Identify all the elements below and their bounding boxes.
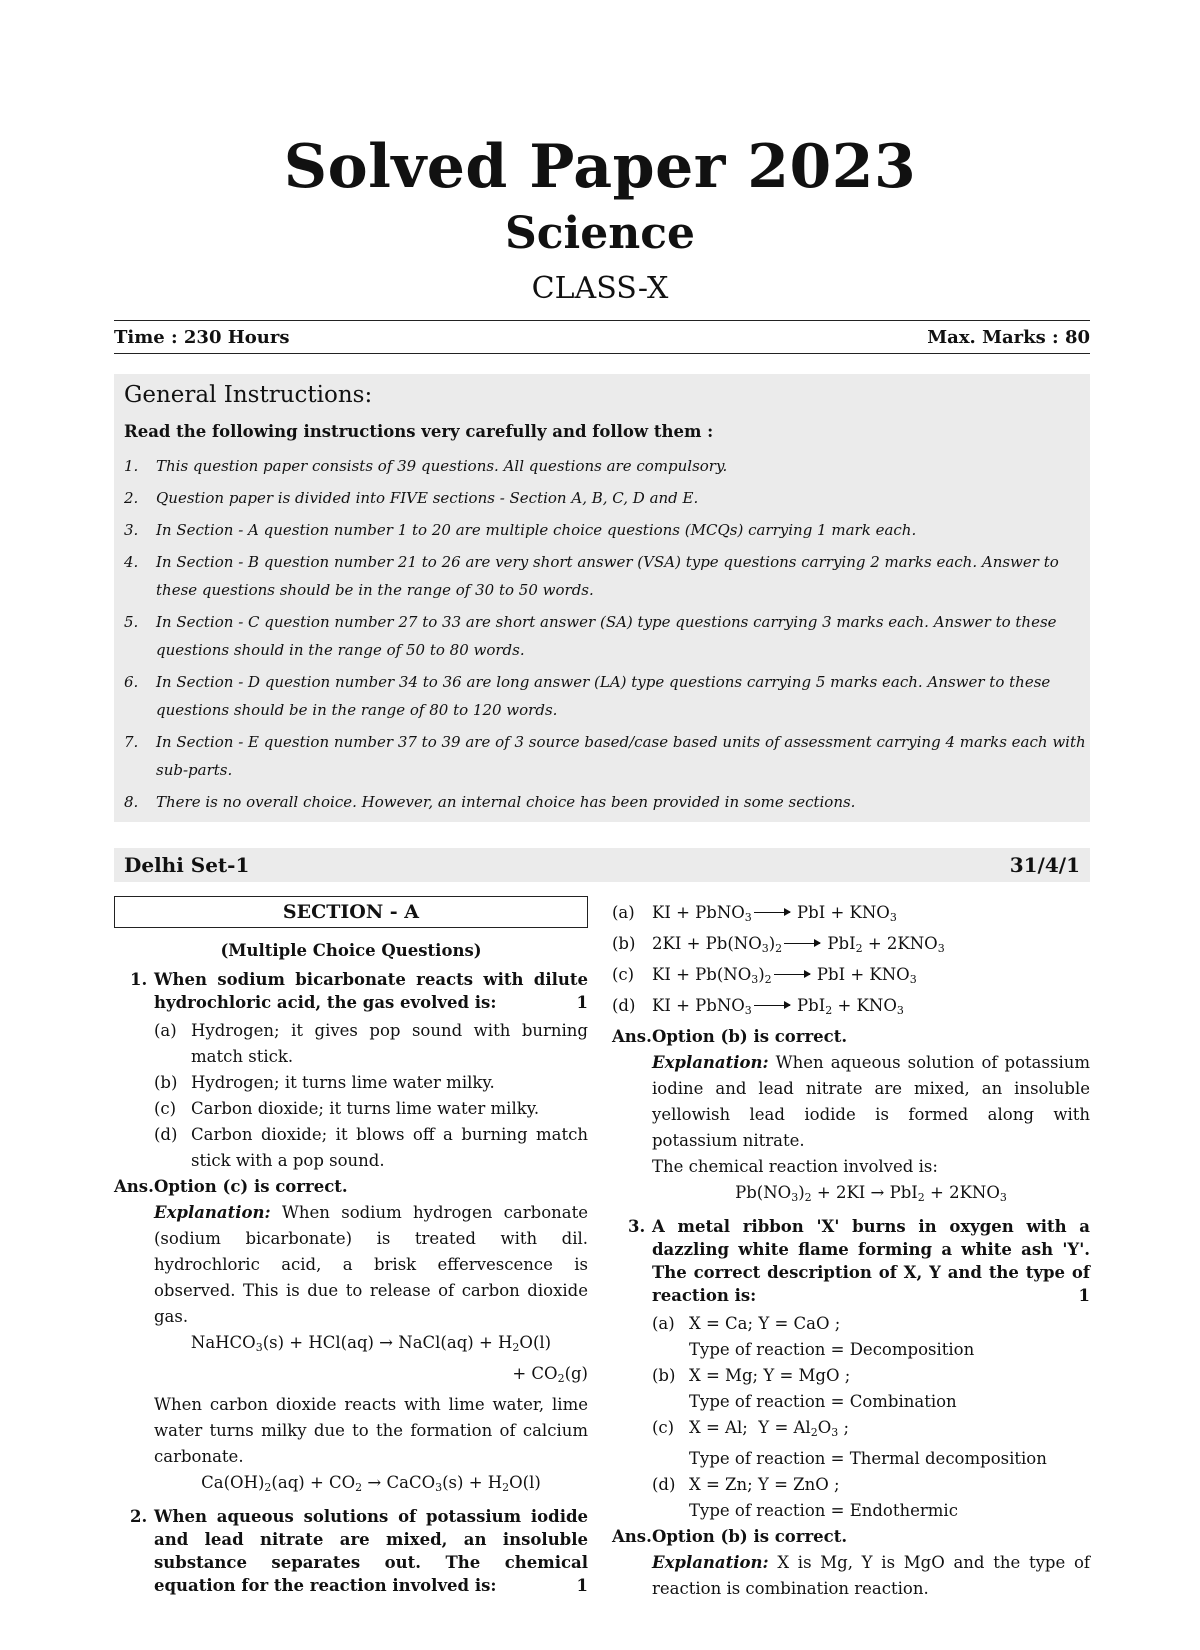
equation-1b: + $CO_2(g)$ <box>512 1364 588 1385</box>
instruction-text: In Section - E question number 37 to 39 are of 3 source based/case based units of assessment carrying 4 marks each with sub-parts. <box>156 733 1086 779</box>
q2-option-b: (b) $2KI + Pb(NO_3)_2$ $PbI_2 + 2KNO_3$ <box>612 931 1090 962</box>
explanation-1-para2: When carbon dioxide reacts with lime water, lime water turns milky due to the formation of calcium carbonate. <box>154 1395 588 1466</box>
answer-text: Option (c) is correct. <box>154 1177 348 1196</box>
answer-text: Option (b) is correct. <box>652 1527 848 1546</box>
instruction-number: 8. <box>124 793 139 811</box>
option-label: (c) <box>652 1418 675 1437</box>
class-title: CLASS-X <box>531 271 669 306</box>
q2-option-c: (c) KI + $Pb(NO_3)_2$ PbI + $KNO_3$ <box>612 962 1090 993</box>
instruction-number: 5. <box>124 613 139 631</box>
section-subtitle: (Multiple Choice Questions) <box>220 941 482 960</box>
explanation-2-para2: The chemical reaction involved is: <box>652 1157 938 1176</box>
question-marks: 1 <box>1078 1286 1090 1305</box>
bottom-rule <box>114 353 1090 354</box>
explanation-2 <box>612 1050 1090 1154</box>
q3-option-c-type: Type of reaction = Thermal decomposition <box>689 1449 1047 1468</box>
instructions-lead: Read the following instructions very carefully and follow them : <box>124 422 714 441</box>
explanation-3 <box>612 1550 1090 1602</box>
left-column <box>114 938 588 1601</box>
option-label: (a) <box>612 903 635 922</box>
explanation-label: Explanation: <box>652 1053 769 1072</box>
time-label: Time : 230 Hours <box>114 327 290 348</box>
question-2 <box>114 1505 588 1597</box>
question-1 <box>114 968 588 1014</box>
option-text: Carbon dioxide; it turns lime water milky. <box>191 1099 540 1118</box>
subject-title: Science <box>504 208 696 259</box>
instruction-text: In Section - D question number 34 to 36 are long answer (LA) type questions carrying 5 marks each. Answer to these questions should be in the range of 80 to 120 words. <box>156 673 1051 719</box>
instructions-heading: General Instructions: <box>124 382 373 408</box>
option-d <box>114 1122 588 1174</box>
section-a-heading: SECTION - A <box>114 896 588 928</box>
equation-1a: NaHCO$_3$(s) + HCl(aq) → NaCl(aq) + $H_2O(l)$ <box>190 1333 552 1354</box>
instruction-text: This question paper consists of 39 questions. All questions are compulsory. <box>156 457 728 475</box>
q3-option-a-type: Type of reaction = Decomposition <box>689 1340 975 1359</box>
option-label: (b) <box>612 934 636 953</box>
right-column <box>612 900 1090 1602</box>
option-text: Hydrogen; it gives pop sound with burning match stick. <box>191 1021 588 1066</box>
q2-option-d: (d) KI + PbNO$_3$ $PbI_2 + KNO_3$ <box>612 993 1090 1024</box>
option-label: (c) <box>154 1099 177 1118</box>
explanation-label: Explanation: <box>154 1203 271 1222</box>
instruction-item <box>124 728 1086 784</box>
option-label: (a) <box>154 1021 177 1040</box>
answer-label: Ans. <box>612 1527 652 1546</box>
instruction-text: There is no overall choice. However, an internal choice has been provided in some sections. <box>156 793 856 811</box>
instruction-item <box>124 668 1086 724</box>
time-marks-bar <box>114 327 1090 348</box>
option-label: (d) <box>154 1125 178 1144</box>
q3-option-a: (a) X = Ca; Y = CaO ; <box>612 1311 1090 1337</box>
instruction-item <box>124 452 1086 480</box>
instruction-number: 4. <box>124 553 139 571</box>
question-text: When sodium bicarbonate reacts with dilute hydrochloric acid, the gas evolved is: <box>154 970 588 1012</box>
instruction-text: In Section - A question number 1 to 20 are multiple choice questions (MCQs) carrying 1 mark each. <box>156 521 917 539</box>
answer-label: Ans. <box>612 1027 652 1046</box>
question-number: 1. <box>130 970 148 989</box>
explanation-text: When sodium hydrogen carbonate (sodium bicarbonate) is treated with dil. hydrochloric acid, a brisk effervescence is observed. This is due to release of carbon dioxide gas. <box>154 1203 588 1326</box>
instruction-number: 1. <box>124 457 139 475</box>
instruction-item <box>124 516 1086 544</box>
answer-1 <box>114 1174 588 1200</box>
instruction-number: 7. <box>124 733 139 751</box>
instruction-text: In Section - C question number 27 to 33 are short answer (SA) type questions carrying 3 marks each. Answer to these questions should in the range of 50 to 80 words. <box>156 613 1057 659</box>
option-label: (b) <box>154 1073 178 1092</box>
set-code: 31/4/1 <box>1009 853 1080 877</box>
explanation-label: Explanation: <box>652 1553 769 1572</box>
max-marks-label: Max. Marks : 80 <box>927 327 1090 348</box>
explanation-text: X is Mg, Y is MgO and the type of reaction is combination reaction. <box>652 1553 1091 1598</box>
question-marks: 1 <box>576 993 588 1012</box>
answer-label: Ans. <box>114 1177 154 1196</box>
answer-3 <box>612 1524 1090 1550</box>
option-b <box>114 1070 588 1096</box>
instruction-text: In Section - B question number 21 to 26 are very short answer (VSA) type questions carrying 2 marks each. Answer to these questions should be in the range of 30 to 50 words. <box>156 553 1059 599</box>
option-label: (a) <box>652 1314 675 1333</box>
option-a <box>114 1018 588 1070</box>
paper-title: Solved Paper 2023 <box>283 132 917 202</box>
instruction-text: Question paper is divided into FIVE sections - Section A, B, C, D and E. <box>156 489 699 507</box>
question-text: A metal ribbon 'X' burns in oxygen with a dazzling white flame forming a white ash 'Y'. The correct description of X, Y and the type of reaction is: <box>652 1217 1090 1305</box>
instruction-item <box>124 548 1086 604</box>
question-marks: 1 <box>576 1576 588 1595</box>
instruction-number: 2. <box>124 489 139 507</box>
option-label: (c) <box>612 965 635 984</box>
question-3 <box>612 1215 1090 1307</box>
q3-option-b-type: Type of reaction = Combination <box>689 1392 957 1411</box>
instruction-item <box>124 608 1086 664</box>
equation-1c: $Ca(OH)_2(aq) + CO_2$ → CaCO$_3$(s) + $H_2O(l)$ <box>201 1473 541 1494</box>
instruction-number: 3. <box>124 521 139 539</box>
explanation-text: When aqueous solution of potassium iodine and lead nitrate are mixed, an insoluble yellowish lead iodide is formed along with potassium nitrate. <box>652 1053 1090 1150</box>
set-bar <box>114 848 1090 882</box>
answer-text: Option (b) is correct. <box>652 1027 848 1046</box>
q2-option-a: (a) KI + PbNO$_3$ PbI + $KNO_3$ <box>612 900 1090 931</box>
option-label: (d) <box>652 1475 676 1494</box>
option-text: Hydrogen; it turns lime water milky. <box>191 1073 495 1092</box>
question-number: 2. <box>130 1507 148 1526</box>
instruction-item <box>124 788 1086 816</box>
option-label: (b) <box>652 1366 676 1385</box>
question-number: 3. <box>628 1217 646 1236</box>
option-label: (d) <box>612 996 636 1015</box>
instruction-item <box>124 484 1086 512</box>
answer-2 <box>612 1024 1090 1050</box>
q3-option-d: (d) X = Zn; Y = ZnO ; <box>612 1472 1090 1498</box>
top-rule <box>114 320 1090 321</box>
q3-option-d-type: Type of reaction = Endothermic <box>689 1501 958 1520</box>
general-instructions-box <box>114 374 1090 822</box>
option-text: Carbon dioxide; it blows off a burning match stick with a pop sound. <box>191 1125 588 1170</box>
equation-2: $Pb(NO_3)_2 + 2KI \to PbI_2 + 2KNO_3$ <box>735 1183 1007 1204</box>
question-text: When aqueous solutions of potassium iodide and lead nitrate are mixed, an insoluble substance separates out. The chemical equation for the reaction involved is: <box>154 1507 588 1595</box>
instruction-number: 6. <box>124 673 139 691</box>
q3-option-c: (c) X = Al; $Y = Al_2O_3$ ; <box>612 1415 1090 1446</box>
option-c <box>114 1096 588 1122</box>
set-name: Delhi Set-1 <box>124 853 250 877</box>
instructions-list <box>124 452 1086 820</box>
explanation-1 <box>114 1200 588 1330</box>
q3-option-b: (b) X = Mg; Y = MgO ; <box>612 1363 1090 1389</box>
